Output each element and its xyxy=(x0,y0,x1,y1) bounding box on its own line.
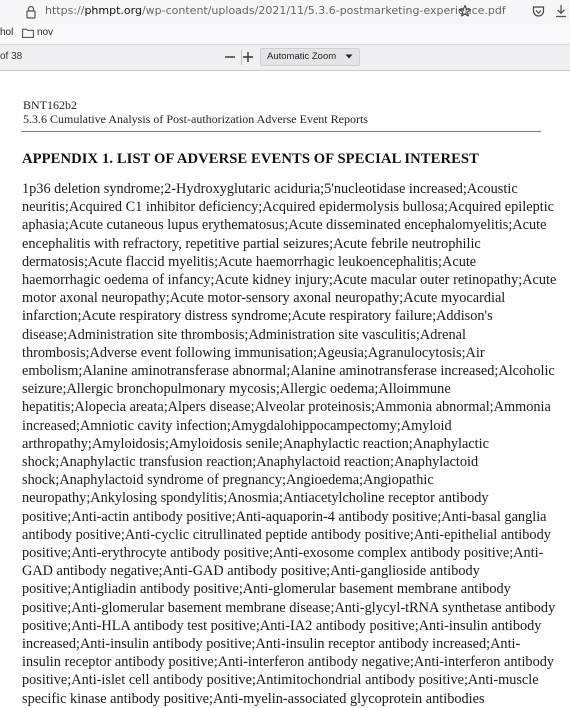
bookmark-item-hol[interactable]: hol xyxy=(0,27,14,38)
document-text-line: positive;Anti-HLA antibody test positive;Anti-IA2 antibody positive;Anti-insulin antibody xyxy=(22,617,542,634)
header-rule xyxy=(21,131,541,132)
document-text-line: thrombosis;Adverse event following immunisation;Ageusia;Agranulocytosis;Air xyxy=(22,344,485,361)
url-host: phmpt.org xyxy=(84,4,142,17)
document-text-line: 1p36 deletion syndrome;2-Hydroxyglutaric aciduria;5'nucleotidase increased;Acoustic xyxy=(22,181,518,197)
bookmarks-bar xyxy=(0,24,570,45)
url-scheme: https:// xyxy=(45,4,85,17)
pdf-page xyxy=(0,71,570,707)
document-header-code: BNT162b2 xyxy=(23,98,77,112)
document-header-section: 5.3.6 Cumulative Analysis of Post-authorization Adverse Event Reports xyxy=(23,112,368,126)
document-text-line: shock;Anaphylactic transfusion reaction;Anaphylactoid reaction;Anaphylactoid xyxy=(22,454,479,470)
document-text-line: motor axonal neuropathy;Acute motor-sensory axonal neuropathy;Acute myocardial xyxy=(22,290,506,307)
document-text-line: embolism;Alanine aminotransferase abnormal;Alanine aminotransferase increased;Alcoholic xyxy=(22,363,555,379)
document-text-line: positive;Anti-glomerular basement membrane disease;Anti-glycyl-tRNA synthetase antibody xyxy=(22,599,556,616)
document-text-line: arthropathy;Amyloidosis;Amyloidosis senile;Anaphylactic reaction;Anaphylactic xyxy=(22,435,489,452)
document-text-line: seizure;Allergic bronchopulmonary mycosis;Allergic oedema;Alloimmune xyxy=(22,381,451,398)
document-text-line: positive;Anti-erythrocyte antibody positive;Anti-exosome complex antibody positive;Anti- xyxy=(22,545,544,561)
pocket-icon[interactable] xyxy=(532,5,545,18)
page-count: of 38 xyxy=(0,51,23,62)
bookmark-star-icon[interactable] xyxy=(458,4,472,18)
document-text-line: infarction;Acute respiratory distress syndrome;Acute respiratory failure;Addison's xyxy=(22,308,493,325)
document-text-line: positive;Anti-islet cell antibody positive;Antimitochondrial antibody positive;Anti-muscle xyxy=(22,672,539,689)
address-bar[interactable] xyxy=(0,0,570,25)
chevron-down-icon xyxy=(345,54,353,60)
document-text-line: antibody positive;Anti-cyclic citrullinated peptide antibody positive;Anti-epithelial antibody xyxy=(22,526,551,543)
document-text-line: increased;Amniotic cavity infection;Amygdalohippocampectomy;Amyloid xyxy=(22,417,452,434)
folder-icon[interactable] xyxy=(22,28,34,38)
document-text-line: insulin receptor antibody positive;Anti-interferon antibody negative;Anti-interferon antibody xyxy=(22,654,555,671)
appendix-title: APPENDIX 1. LIST OF ADVERSE EVENTS OF SPECIAL INTEREST xyxy=(22,151,479,167)
download-icon[interactable] xyxy=(555,4,567,18)
url-path: /wp-content/uploads/2021/11/5.3.6-postmarketing-experience.pdf xyxy=(141,4,506,17)
pdf-toolbar xyxy=(0,45,570,71)
document-text-line: hepatitis;Alopecia areata;Alpers disease;Alveolar proteinosis;Ammonia abnormal;Ammonia xyxy=(22,399,551,416)
document-text-line: positive;Anti-actin antibody positive;Anti-aquaporin-4 antibody positive;Anti-basal ganglia xyxy=(22,508,547,525)
lock-icon[interactable] xyxy=(24,5,38,19)
bookmark-item-nov[interactable]: nov xyxy=(37,27,54,38)
document-text-line: neuropathy;Ankylosing spondylitis;Anosmia;Antiacetylcholine receptor antibody xyxy=(22,490,489,507)
document-text-line: neuritis;Acquired C1 inhibitor deficiency;Acquired epidermolysis bullosa;Acquired epileptic xyxy=(22,199,555,216)
document-text-line: haemorrhagic oedema of infancy;Acute kidney injury;Acute macular outer retinopathy;Acute xyxy=(22,272,557,288)
document-text-line: specific kinase antibody positive;Anti-myelin-associated glycoprotein antibodies xyxy=(22,690,485,707)
document-text-line: positive;Antigliadin antibody positive;Anti-glomerular basement membrane antibody xyxy=(22,581,511,598)
zoom-select-value: Automatic Zoom xyxy=(267,51,337,62)
document-text-line: shock;Anaphylactoid syndrome of pregnancy;Angioedema;Angiopathic xyxy=(22,472,434,489)
document-text-line: aphasia;Acute cutaneous lupus erythematosus;Acute disseminated encephalomyelitis;Acute xyxy=(22,217,547,234)
document-text-line: dermatosis;Acute flaccid myelitis;Acute haemorrhagic leukoencephalitis;Acute xyxy=(22,253,477,270)
zoom-out-button[interactable] xyxy=(222,48,238,66)
zoom-select[interactable] xyxy=(260,48,360,66)
zoom-in-button[interactable] xyxy=(240,48,256,66)
document-text-line: increased;Anti-insulin antibody positive;Anti-insulin receptor antibody increased;Anti- xyxy=(22,636,521,652)
document-text-line: GAD antibody negative;Anti-GAD antibody positive;Anti-ganglioside antibody xyxy=(22,563,480,580)
url-text[interactable] xyxy=(45,4,506,17)
document-text-line: disease;Administration site thrombosis;Administration site vasculitis;Adrenal xyxy=(22,326,466,343)
document-text-line: encephalitis with refractory, repetitive partial seizures;Acute febrile neutrophilic xyxy=(22,235,481,252)
